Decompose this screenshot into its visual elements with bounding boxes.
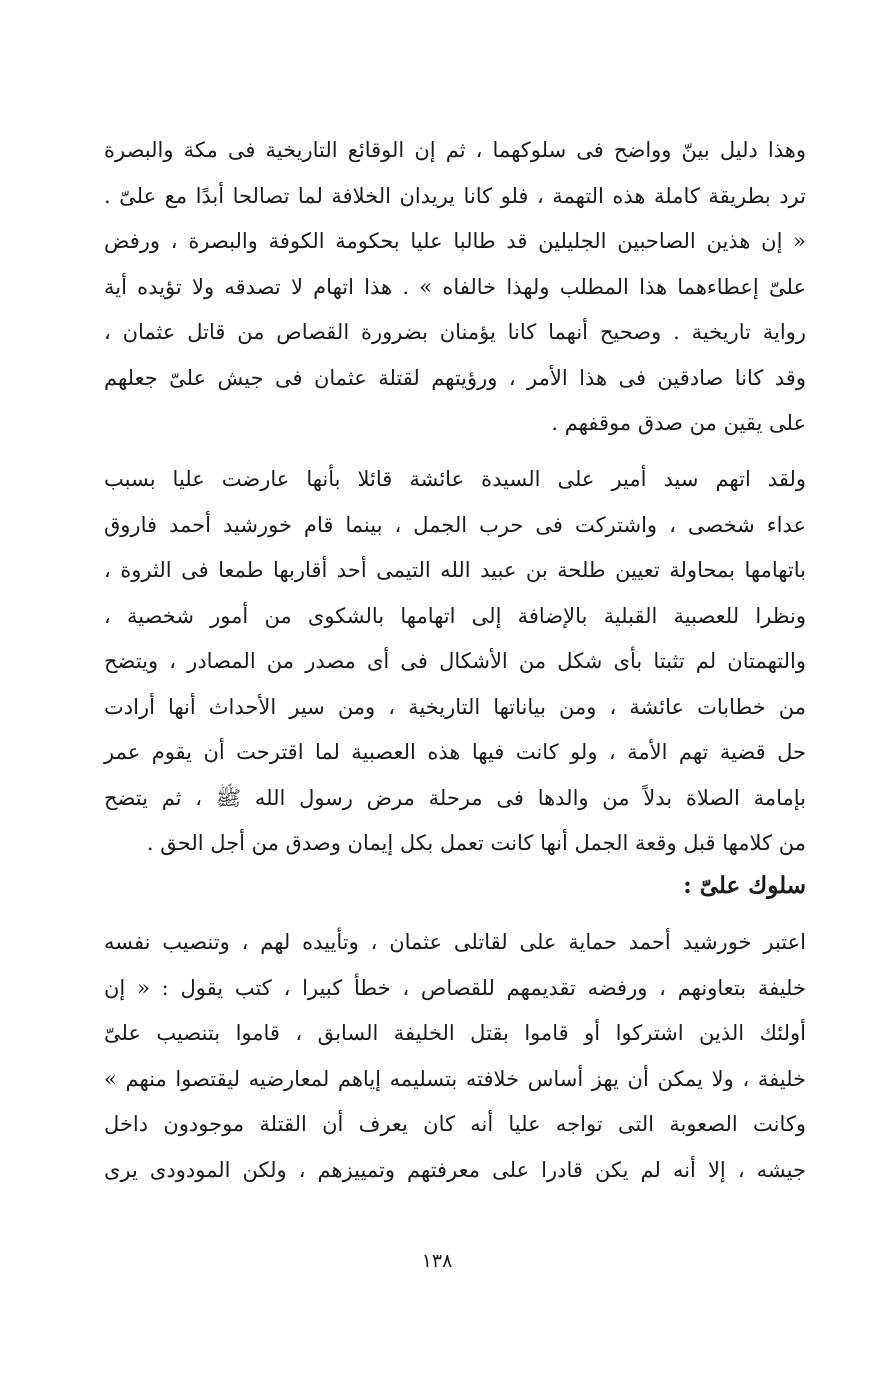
section-heading: سلوك علىّ : [683,872,806,899]
paragraph-line: أولئك الذين اشتركوا أو قاموا بقتل الخليفة السابق ، قاموا بتنصيب علىّ [104,1021,806,1045]
paragraph-line: ونظرا للعصبية القبلية بالإضافة إلى اتهامها بالشكوى من أمور شخصية ، [104,603,806,628]
paragraph-line: ترد بطريقة كاملة هذه التهمة ، فلو كانا يريدان الخلافة لما تصالحا أبدًا مع علىّ . [104,183,806,208]
paragraph-line: حل قضية تهم الأمة ، ولو كانت فيها هذه العصبية لما اقترحت أن يقوم عمر [104,740,806,764]
paragraph-line: رواية تاريخية . وصحيح أنهما كانا يؤمنان بضرورة القصاص من قاتل عثمان ، [104,320,806,344]
paragraph-line: وهذا دليل بينّ وواضح فى سلوكهما ، ثم إن الوقائع التاريخية فى مكة والبصرة [104,138,806,162]
paragraph-line: باتهامها بمحاولة تعيين طلحة بن عبيد الله التيمى أحد أقاربها طمعا فى الثروة ، [104,558,806,582]
paragraph-line: خليفة بتعاونهم ، ورفضه تقديمهم للقصاص ، خطأ كبيرا ، كتب يقول : « إن [104,975,806,1000]
paragraph-3 [104,920,806,1193]
paragraph-line: وكانت الصعوبة التى تواجه عليا أنه كان يعرف أن القتلة موجودون داخل [104,1112,806,1136]
paragraph-line: « إن هذين الصاحبين الجليلين قد طالبا عليا بحكومة الكوفة والبصرة ، ورفض [104,229,806,253]
paragraph-line: عداء شخصى ، واشتركت فى حرب الجمل ، بينما قام خورشيد أحمد فاروق [104,512,806,537]
paragraph-1 [104,128,806,447]
paragraph-line: بإمامة الصلاة بدلاً من والدها فى مرحلة مرض رسول الله ﷺ ، ثم يتضح [104,785,806,810]
paragraph-2 [104,457,806,867]
paragraph-line: من خطابات عائشة ، ومن بياناتها التاريخية ، ومن سير الأحداث أنها أرادت [104,694,806,719]
paragraph-line: جيشه ، إلا أنه لم يكن قادرا على معرفتهم وتمييزهم ، ولكن المودودى يرى [104,1157,806,1182]
paragraph-line: ولقد اتهم سيد أمير على السيدة عائشة قائلا بأنها عارضت عليا بسبب [104,467,806,491]
paragraph-line: وقد كانا صادقين فى هذا الأمر ، ورؤيتهم لقتلة عثمان فى جيش علىّ جعلهم [104,365,806,390]
paragraph-line: خليفة ، ولا يمكن أن يهز أساس خلافته بتسليمه إياهم لمعارضيه ليقتصوا منهم » [104,1066,806,1091]
paragraph-line: على يقين من صدق موقفهم . [551,411,806,435]
paragraph-line: علىّ إعطاءهما هذا المطلب ولهذا خالفاه » . هذا اتهام لا تصدقه ولا تؤيده أية [104,274,806,299]
page-number: ١٣٨ [421,1250,453,1272]
paragraph-line: اعتبر خورشيد أحمد حماية على لقاتلى عثمان ، وتأييده لهم ، وتنصيب نفسه [104,930,806,954]
paragraph-line: من كلامها قبل وقعة الجمل أنها كانت تعمل بكل إيمان وصدق من أجل الحق . [146,831,806,855]
paragraph-line: والتهمتان لم تثبتا بأى شكل من الأشكال فى أى مصدر من المصادر ، ويتضح [104,649,806,673]
